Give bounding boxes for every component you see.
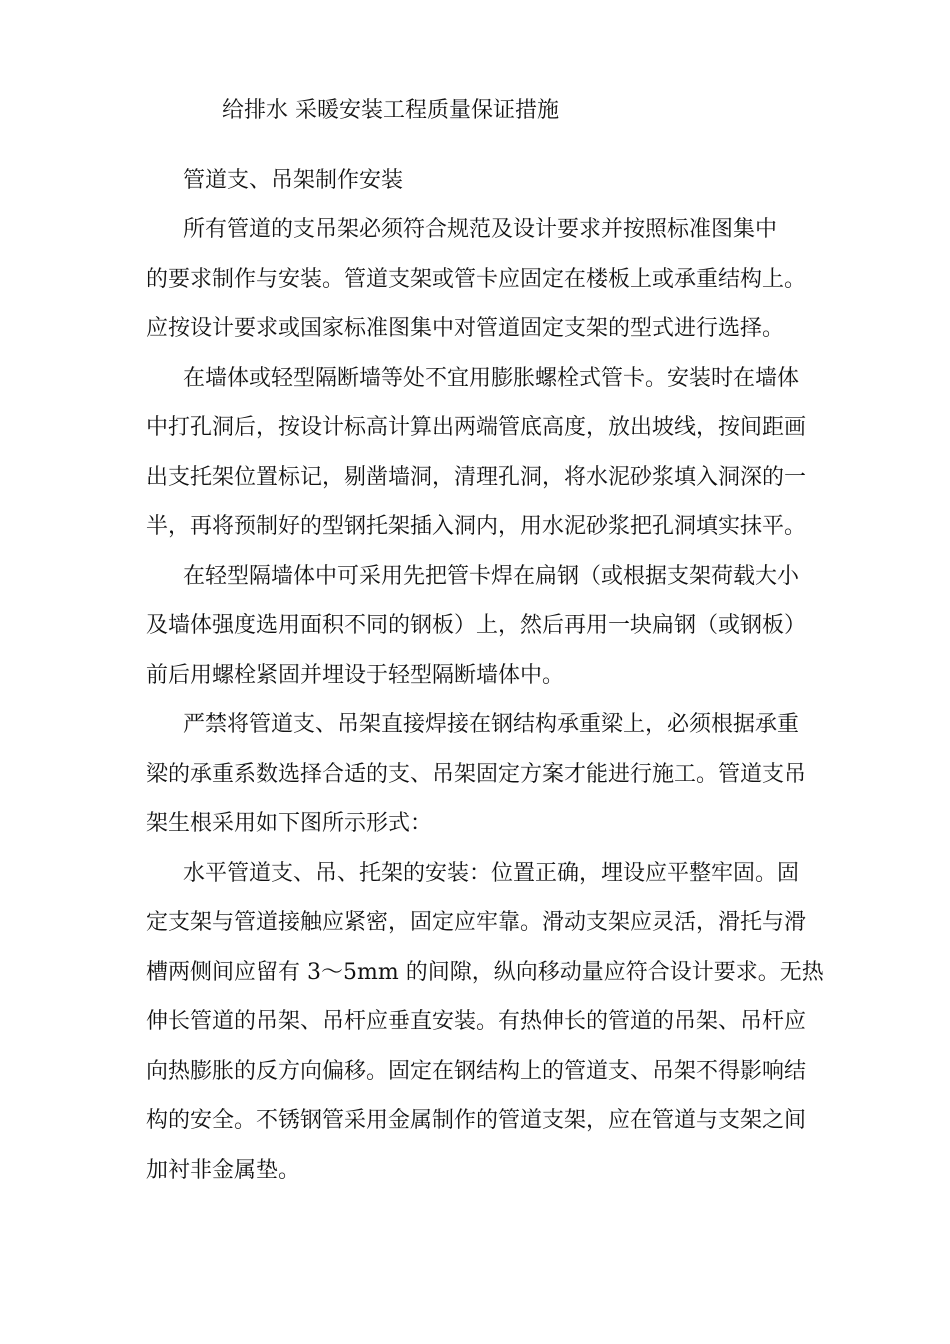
paragraph-5-line-1: 水平管道支、吊、托架的安装：位置正确，埋设应平整牢固。固 — [183, 861, 800, 886]
document-title: 给排水 采暖安装工程质量保证措施 — [222, 98, 559, 123]
paragraph-3-line-1: 在轻型隔墙体中可采用先把管卡焊在扁钢（或根据支架荷载大小 — [183, 564, 800, 589]
paragraph-1-line-1: 所有管道的支吊架必须符合规范及设计要求并按照标准图集中 — [183, 217, 778, 242]
paragraph-4-line-3: 架生根采用如下图所示形式： — [146, 811, 433, 836]
paragraph-2-line-4: 半，再将预制好的型钢托架插入洞内，用水泥砂浆把孔洞填实抹平。 — [146, 514, 807, 539]
paragraph-3-line-2: 及墙体强度选用面积不同的钢板）上，然后再用一块扁钢（或钢板） — [146, 613, 807, 638]
paragraph-3-line-3: 前后用螺栓紧固并埋设于轻型隔断墙体中。 — [146, 663, 565, 688]
paragraph-4-line-2: 梁的承重系数选择合适的支、吊架固定方案才能进行施工。管道支吊 — [146, 762, 807, 787]
paragraph-5-line-6: 构的安全。不锈钢管采用金属制作的管道支架，应在管道与支架之间 — [146, 1108, 807, 1133]
paragraph-1-line-2: 的要求制作与安装。管道支架或管卡应固定在楼板上或承重结构上。 — [146, 267, 807, 292]
section-heading: 管道支、吊架制作安装 — [183, 168, 404, 193]
paragraph-2-line-2: 中打孔洞后，按设计标高计算出两端管底高度，放出坡线，按间距画 — [146, 415, 807, 440]
paragraph-5-line-7: 加衬非金属垫。 — [146, 1158, 301, 1183]
paragraph-5-line-2: 定支架与管道接触应紧密，固定应牢靠。滑动支架应灵活，滑托与滑 — [146, 910, 807, 935]
paragraph-2-line-1: 在墙体或轻型隔断墙等处不宜用膨胀螺栓式管卡。安装时在墙体 — [183, 366, 800, 391]
paragraph-5-line-3: 槽两侧间应留有 3～5mm 的间隙，纵向移动量应符合设计要求。无热 — [146, 960, 824, 985]
paragraph-4-line-1: 严禁将管道支、吊架直接焊接在钢结构承重梁上，必须根据承重 — [183, 712, 800, 737]
paragraph-1-line-3: 应按设计要求或国家标准图集中对管道固定支架的型式进行选择。 — [146, 316, 785, 341]
paragraph-5-line-4: 伸长管道的吊架、吊杆应垂直安装。有热伸长的管道的吊架、吊杆应 — [146, 1009, 807, 1034]
paragraph-5-line-5: 向热膨胀的反方向偏移。固定在钢结构上的管道支、吊架不得影响结 — [146, 1059, 807, 1084]
paragraph-2-line-3: 出支托架位置标记，剔凿墙洞，清理孔洞，将水泥砂浆填入洞深的一 — [146, 465, 807, 490]
